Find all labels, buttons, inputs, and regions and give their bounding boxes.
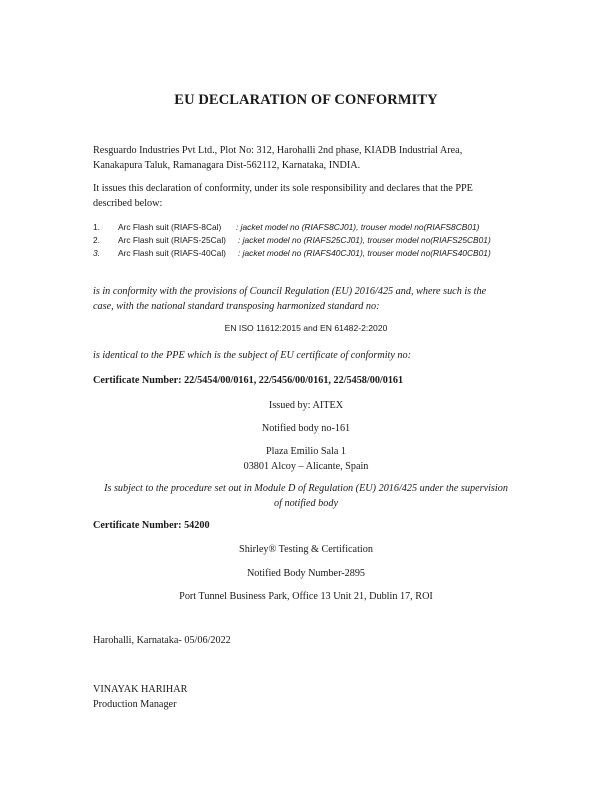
product-number: 1. [93, 222, 100, 232]
product-models: : jacket model no (RIAFS40CJ01), trouser model no(RIAFS40CB01) [238, 248, 491, 258]
product-models: : jacket model no (RIAFS25CJ01), trouser model no(RIAFS25CB01) [238, 235, 491, 245]
product-number: 3. [93, 248, 100, 258]
conformity-line-2: case, with the national standard transposing harmonized standard no: [93, 301, 380, 312]
procedure-statement [0, 481, 612, 511]
conformity-statement [93, 284, 533, 314]
issued-by: Issued by: AITEX [268, 400, 344, 411]
product-name: Arc Flash suit (RIAFS-40Cal) [118, 248, 226, 258]
product-number: 2. [93, 235, 100, 245]
aitex-address-line-2: 03801 Alcoy – Alicante, Spain [243, 461, 369, 472]
product-name: Arc Flash suit (RIAFS-8Cal) [118, 222, 222, 232]
aitex-address-line-1: Plaza Emilio Sala 1 [265, 446, 347, 457]
aitex-address [0, 444, 612, 474]
issue-statement [93, 181, 533, 211]
certificate-number-shirley: Certificate Number: 54200 [93, 520, 210, 531]
harmonized-standards: EN ISO 11612:2015 and EN 61482-2:2020 [224, 323, 388, 333]
certificate-number-aitex: Certificate Number: 22/5454/00/0161, 22/5456/00/0161, 22/5458/00/0161 [93, 375, 404, 386]
notified-body-shirley: Notified Body Number-2895 [246, 568, 366, 579]
signatory-title: Production Manager [93, 699, 177, 710]
address-line-2: Kanakapura Taluk, Ramanagara Dist-562112, Karnataka, INDIA. [93, 160, 361, 171]
shirley-address: Port Tunnel Business Park, Office 13 Unit 21, Dublin 17, ROI [179, 591, 433, 602]
procedure-line-1: Is subject to the procedure set out in Module D of Regulation (EU) 2016/425 under the supervision [104, 483, 508, 494]
product-models: : jacket model no (RIAFS8CJ01), trouser model no(RIAFS8CB01) [236, 222, 480, 232]
page-title: EU DECLARATION OF CONFORMITY [174, 92, 438, 108]
product-name: Arc Flash suit (RIAFS-25Cal) [118, 235, 226, 245]
shirley-body: Shirley® Testing & Certification [239, 544, 373, 555]
identical-statement: is identical to the PPE which is the subject of EU certificate of conformity no: [93, 350, 412, 361]
notified-body-aitex: Notified body no-161 [261, 423, 351, 434]
issue-line-2: described below: [93, 198, 163, 209]
conformity-line-1: is in conformity with the provisions of Council Regulation (EU) 2016/425 and, where such is the [93, 286, 487, 297]
manufacturer-address [93, 143, 533, 173]
issue-line-1: It issues this declaration of conformity, under its sole responsibility and declares that the PPE [93, 183, 473, 194]
signatory-name: VINAYAK HARIHAR [93, 684, 188, 695]
signatory [93, 682, 533, 712]
procedure-line-2: of notified body [274, 498, 338, 509]
address-line-1: Resguardo Industries Pvt Ltd., Plot No: 312, Harohalli 2nd phase, KIADB Industrial Area, [93, 145, 463, 156]
place-and-date: Harohalli, Karnataka- 05/06/2022 [93, 635, 231, 646]
